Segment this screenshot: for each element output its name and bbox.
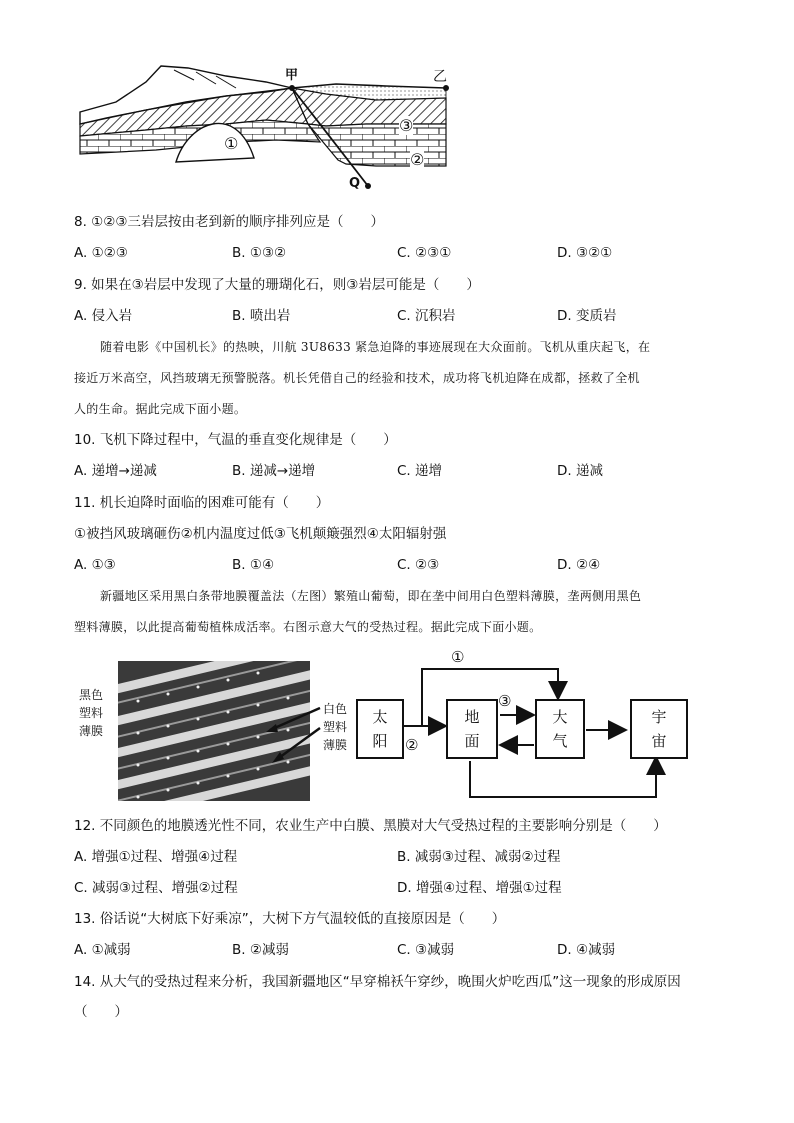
q8-option-c[interactable]: C. ②③①: [397, 245, 452, 261]
passage-2-line-1: 新疆地区采用黑白条带地膜覆盖法（左图）繁殖山葡萄，即在垄中间用白色塑料薄膜，垄两侧用黑色: [100, 589, 642, 603]
arrow-label-4: ④: [505, 736, 519, 754]
q12-option-b[interactable]: B. 减弱③过程、减弱②过程: [397, 849, 561, 865]
question-8: 8. ①②③三岩层按由老到新的顺序排列应是（ ）: [74, 214, 384, 230]
q10-option-c[interactable]: C. 递增: [397, 463, 443, 479]
question-14-blank: （ ）: [74, 1004, 128, 1020]
black-film-label-line-1: 黑色: [78, 688, 103, 702]
box-ground-char-1: 地: [464, 708, 480, 726]
passage-2: [74, 581, 724, 643]
question-11: 11. 机长迫降时面临的困难可能有（ ）: [74, 495, 330, 511]
passage-1: [74, 332, 724, 425]
black-film-label-line-2: 塑料: [78, 706, 103, 720]
q13-option-a[interactable]: A. ①减弱: [74, 942, 131, 958]
arrow-label-2: ②: [405, 736, 419, 754]
black-film-label-line-3: 薄膜: [78, 724, 103, 738]
q13-option-b[interactable]: B. ②减弱: [232, 942, 289, 958]
black-film-label: [74, 686, 108, 740]
label-rock-2: ②: [410, 150, 425, 169]
question-12: 12. 不同颜色的地膜透光性不同，农业生产中白膜、黑膜对大气受热过程的主要影响分别是（ ）: [74, 818, 667, 834]
question-9: 9. 如果在③岩层中发现了大量的珊瑚化石，则③岩层可能是（ ）: [74, 277, 480, 293]
q11-option-c[interactable]: C. ②③: [397, 557, 440, 573]
question-10: 10. 飞机下降过程中，气温的垂直变化规律是（ ）: [74, 432, 397, 448]
q11-option-a[interactable]: A. ①③: [74, 557, 116, 573]
q12-option-d[interactable]: D. 增强④过程、增强①过程: [397, 880, 562, 896]
q13-option-d[interactable]: D. ④减弱: [557, 942, 616, 958]
passage-2-line-2: 塑料薄膜，以此提高葡萄植株成活率。右图示意大气的受热过程。据此完成下面小题。: [74, 620, 542, 634]
question-13: 13. 俗话说“大树底下好乘凉”，大树下方气温较低的直接原因是（ ）: [74, 911, 506, 927]
box-sun: [356, 699, 404, 759]
box-sun-char-2: 阳: [372, 732, 388, 750]
box-space: [630, 699, 688, 759]
q10-option-a[interactable]: A. 递增→递减: [74, 463, 157, 479]
q8-option-b[interactable]: B. ①③②: [232, 245, 287, 261]
label-jia: 甲: [285, 68, 299, 83]
label-q: Q: [349, 176, 361, 191]
q11-option-b[interactable]: B. ①④: [232, 557, 275, 573]
q10-option-d[interactable]: D. 递减: [557, 463, 603, 479]
box-ground: [446, 699, 498, 759]
q9-option-d[interactable]: D. 变质岩: [557, 308, 617, 324]
label-rock-1: ①: [224, 134, 239, 153]
passage-1-line-2: 接近万米高空，风挡玻璃无预警脱落。机长凭借自己的经验和技术，成功将飞机迫降在成都，拯救了全机: [74, 371, 640, 385]
white-film-label-line-3: 薄膜: [322, 738, 347, 752]
box-space-char-1: 宇: [651, 708, 667, 726]
label-rock-3: ③: [399, 116, 414, 135]
box-space-char-2: 宙: [651, 732, 667, 750]
arrow-label-1: ①: [451, 648, 465, 666]
passage-1-line-1: 随着电影《中国机长》的热映，川航 3U8633 紧急迫降的事迹展现在大众面前。飞机从重庆起飞，在: [100, 340, 651, 354]
q11-option-d[interactable]: D. ②④: [557, 557, 601, 573]
question-14: 14. 从大气的受热过程来分析，我国新疆地区“早穿棉袄午穿纱，晚围火炉吃西瓜”这一现象的形成原因: [74, 974, 681, 990]
q9-option-a[interactable]: A. 侵入岩: [74, 308, 133, 324]
box-sun-char-1: 太: [372, 708, 388, 726]
q8-option-d[interactable]: D. ③②①: [557, 245, 613, 261]
white-film-label: [318, 700, 352, 754]
q12-option-c[interactable]: C. 减弱③过程、增强②过程: [74, 880, 238, 896]
arrow-label-3: ③: [498, 692, 512, 710]
label-yi: 乙: [433, 69, 447, 85]
q10-option-b[interactable]: B. 递减→递增: [232, 463, 316, 479]
box-atmosphere: [535, 699, 585, 759]
q9-option-c[interactable]: C. 沉积岩: [397, 308, 456, 324]
q8-option-a[interactable]: A. ①②③: [74, 245, 128, 261]
white-film-label-line-2: 塑料: [322, 720, 347, 734]
geology-figure: [76, 62, 468, 194]
box-ground-char-2: 面: [464, 732, 480, 750]
box-atmosphere-char-2: 气: [552, 732, 568, 750]
q9-option-b[interactable]: B. 喷出岩: [232, 308, 291, 324]
q11-statements: ①被挡风玻璃砸伤②机内温度过低③飞机颠簸强烈④太阳辐射强: [74, 526, 447, 542]
box-atmosphere-char-1: 大: [552, 708, 568, 726]
q13-option-c[interactable]: C. ③减弱: [397, 942, 455, 958]
q12-option-a[interactable]: A. 增强①过程、增强④过程: [74, 849, 238, 865]
white-film-label-line-1: 白色: [322, 702, 347, 716]
passage-1-line-3: 人的生命。据此完成下面小题。: [74, 402, 247, 416]
